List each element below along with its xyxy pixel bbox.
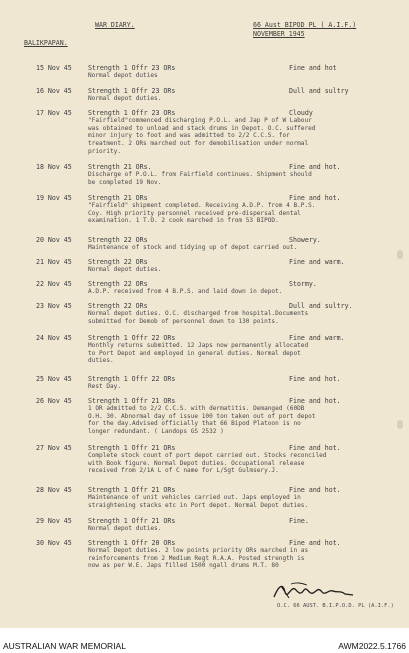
entry-weather: Fine and hot. <box>289 397 341 405</box>
diary-title: WAR DIARY. <box>95 21 135 29</box>
punch-hole <box>397 250 403 259</box>
entry-weather: Dull and sultry <box>289 87 349 95</box>
entry-strength: Strength 1 Offr 20 ORs <box>88 539 176 547</box>
entry-date: 18 Nov 45 <box>36 163 72 171</box>
entry-weather: Cloudy <box>289 109 313 117</box>
entry-strength: Strength 1 Offr 23 ORs <box>88 64 176 72</box>
entry-date: 27 Nov 45 <box>36 444 72 452</box>
entry-strength: Strength 1 Offr 23 ORs <box>88 87 176 95</box>
diary-month: NOVEMBER 1945 <box>253 30 305 38</box>
entry-strength: Strength 1 Offr 22 ORs <box>88 375 176 383</box>
entry-weather: Fine and hot. <box>289 486 341 494</box>
diary-place: BALIKPAPAN. <box>24 39 68 47</box>
entry-date: 25 Nov 45 <box>36 375 72 383</box>
entry-weather: Stormy. <box>289 280 317 288</box>
entry-weather: Fine and warm. <box>289 334 345 342</box>
archive-credit: AUSTRALIAN WAR MEMORIAL <box>3 641 126 651</box>
entry-strength: Strength 1 Offr 22 ORs <box>88 334 176 342</box>
entry-strength: Strength 1 Offr 21 ORs <box>88 397 176 405</box>
entry-weather: Fine and hot. <box>289 194 341 202</box>
entry-body: Normal Depot duties. 2 low points priority ORs marched in as reinforcements from 2 Medium Regt R.A.A. Posted strength is now as per W.E. Japs filled 1500 ngall drums M.T. 80 <box>88 547 309 570</box>
entry-date: 21 Nov 45 <box>36 258 72 266</box>
entry-date: 19 Nov 45 <box>36 194 72 202</box>
entry-body: Maintenance of unit vehicles carried out. Japs employed in straightening stacks etc in Port depot. Normal Depot duties. <box>88 494 309 509</box>
entry-body: Normal depot duties. O.C. discharged from hospital.Documents submitted for Demob of personnel down to 130 points. <box>88 310 309 325</box>
entry-weather: Showery. <box>289 236 321 244</box>
entry-weather: Fine and hot <box>289 64 337 72</box>
punch-hole <box>397 420 403 429</box>
entry-weather: Fine and hot. <box>289 163 341 171</box>
entry-body: A.D.P. received from 4 B.P.S. and laid down in depot. <box>88 288 283 295</box>
unit-name: 66 Aust BIPOD PL ( A.I.F.) <box>253 21 357 29</box>
entry-date: 30 Nov 45 <box>36 539 72 547</box>
entry-date: 26 Nov 45 <box>36 397 72 405</box>
entry-weather: Fine and hot. <box>289 375 341 383</box>
entry-body: Maintenance of stock and tidying up of depot carried out. <box>88 244 298 251</box>
entry-body: Discharge of P.O.L. from Fairfield continues. Shipment should be completed 19 Nov. <box>88 171 312 186</box>
entry-body: "Fairfield" shipment completed. Receiving A.D.P. from 4 B.P.S. Coy. High priority personnel received pre-dispersal dental examination. 1 T.O. 2 cook marched in from 53 BIPOD. <box>88 202 316 225</box>
entry-body: 1 OR admitted to 2/2 C.C.S. with dermatitis. Demanged (60DB O.H. 30. Abnormal day of issue 100 ton taken out of port depot for the day.Advised officially that 66 Bipod Platoon is no longer redundant. ( Landops GS 2532 ) <box>88 405 316 436</box>
entry-body: Normal depot duties <box>88 72 158 79</box>
entry-date: 23 Nov 45 <box>36 302 72 310</box>
entry-weather: Fine and hot. <box>289 539 341 547</box>
entry-date: 22 Nov 45 <box>36 280 72 288</box>
entry-strength: Strength 22 ORs <box>88 236 148 244</box>
entry-strength: Strength 1 Offr 21 ORs <box>88 444 176 452</box>
entry-strength: Strength 21 ORs <box>88 194 148 202</box>
entry-strength: Strength 22 ORs <box>88 302 148 310</box>
entry-date: 15 Nov 45 <box>36 64 72 72</box>
entry-weather: Fine. <box>289 517 309 525</box>
signature-caption: O.C. 66 AUST. B.I.P.O.D. PL (A.I.F.) <box>277 603 394 609</box>
entry-body: Rest Day. <box>88 383 122 390</box>
entry-strength: Strength 1 Offr 23 ORs <box>88 109 176 117</box>
entry-body: Normal depot duties. <box>88 95 162 102</box>
entry-strength: Strength 1 Offr 21 ORs <box>88 517 176 525</box>
entry-strength: Strength 1 Offr 21 ORs <box>88 486 176 494</box>
entry-weather: Dull and sultry. <box>289 302 353 310</box>
entry-date: 24 Nov 45 <box>36 334 72 342</box>
entry-strength: Strength 22 ORs <box>88 280 148 288</box>
entry-body: Monthly returns submitted. 12 Japs now permanently allocated to Port Depot and employed in general duties. Normal depot duties. <box>88 342 309 365</box>
entry-body: Normal depot duties. <box>88 266 162 273</box>
entry-body: Normal depot duties. <box>88 525 162 532</box>
entry-strength: Strength 22 ORs <box>88 258 148 266</box>
entry-strength: Strength 21 ORs. <box>88 163 152 171</box>
entry-date: 17 Nov 45 <box>36 109 72 117</box>
entry-body: "Fairfield"commenced discharging P.O.L. and Jap P of W Labour was obtained to unload and stack drums in Depot. O.C. suffered minor injury to foot and was admitted to 2/2 C.C.S. for treatment. 2 ORs marched out for demobilisation under normal priority. <box>88 117 316 155</box>
entry-date: 28 Nov 45 <box>36 486 72 494</box>
entry-date: 29 Nov 45 <box>36 517 72 525</box>
entry-date: 20 Nov 45 <box>36 236 72 244</box>
entry-body: Complete stock count of port depot carried out. Stocks reconciled with Book figure. Normal Depot duties. Occupational release received from 2/1A L of C name for L/Sgt Gulmsery.J. <box>88 452 327 475</box>
entry-weather: Fine and warm. <box>289 258 345 266</box>
entry-date: 16 Nov 45 <box>36 87 72 95</box>
entry-weather: Fine and hot. <box>289 444 341 452</box>
archive-reference: AWM2022.5.1766 <box>338 641 406 651</box>
handwritten-signature <box>271 580 357 602</box>
